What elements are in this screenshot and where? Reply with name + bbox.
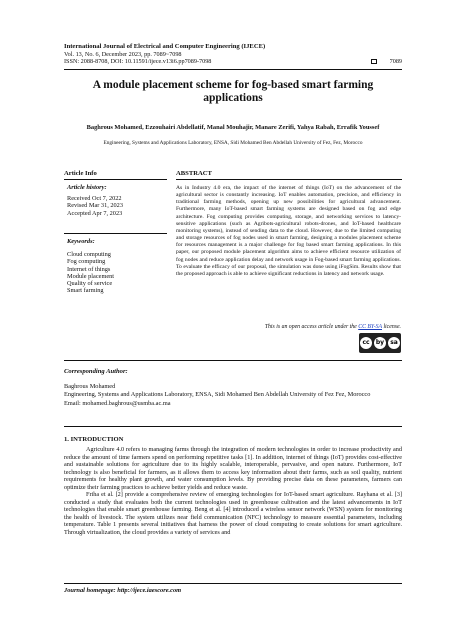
author-affiliation: Engineering, Systems and Applications Laboratory, ENSA, Sidi Mohamed Ben Abdellah University of Fez, Fez, Morocco	[103, 140, 363, 146]
corresponding-rule	[64, 426, 402, 427]
corresponding-author-block	[64, 383, 402, 408]
introduction-paragraph: Friha et al. [2] provide a comprehensive review of emerging technologies for IoT-based smart agriculture. Rayhana et al. [3] conducted a study that evaluates both the current technologies used in greenhouse cultivation and the latest advancements in IoT technologies that enable smart greenhouse farming. Beng et al. [4] introduced a wireless sensor network (WSN) system for monitoring the health of livestock. The system utilizes near field communication (NFC) technology to measure essential parameters, including temperature. Table 1 presents several initiatives that harness the power of cloud computing to create solutions for smart agriculture. Through virtualization, the cloud provides a variety of services and	[64, 491, 402, 537]
keyword-item: Fog computing	[67, 258, 106, 266]
keywords-list	[67, 251, 114, 295]
info-box-bottom-rule	[64, 360, 402, 361]
article-info-heading: Article Info	[64, 170, 97, 177]
introduction-paragraph: Agriculture 4.0 refers to managing farms through the integration of modern technologies in order to increase productivity and reduce the amount of time farmers spend on performing repetitive tasks [1]. In addition, internet of things (IoT) provides cost-effective and sustainable solutions for agriculture due to its highly scalable, interoperable, pervasive, and open nature. Furthermore, IoT technology is also beneficial for farmers, as it allows them to access key information about their farms, such as soil quality, nutrient requirements for healthy plant growth, and water consumption levels. By providing precise data on these parameters, farmers can optimize their farming practices to achieve better yields and reduce waste.	[64, 446, 402, 491]
abstract-rule	[176, 179, 402, 180]
by-icon: by	[374, 337, 386, 349]
cc-by-sa-badge	[359, 333, 401, 353]
corresponding-author-email: Email: mohamed.baghrous@usmba.ac.ma	[64, 399, 171, 407]
book-icon	[371, 59, 377, 64]
abstract-heading: ABSTRACT	[176, 170, 212, 177]
journal-header	[64, 43, 402, 65]
history-revised: Revised Mar 31, 2023	[67, 202, 123, 210]
footer-divider	[64, 583, 402, 584]
history-received: Received Oct 7, 2022	[67, 195, 122, 202]
journal-name: International Journal of Electrical and Computer Engineering (IJECE)	[64, 43, 266, 50]
page-number: 7089	[389, 58, 402, 65]
introduction-body	[64, 446, 402, 537]
keyword-item: Internet of things	[67, 265, 111, 273]
volume-line: Vol. 13, No. 6, December 2023, pp. 7089~7098	[64, 51, 182, 58]
license-link[interactable]: CC BY-SA	[358, 324, 382, 330]
history-list	[67, 195, 123, 217]
page-number-group	[371, 58, 402, 65]
author-list: Baghrous Mohamed, Ezzouhairi Abdellatif, Manal Mouhajir, Manare Zerifi, Yahya Rabah, Errafik Youssef	[86, 124, 380, 131]
keyword-item: Quality of service	[67, 280, 113, 288]
introduction-heading: 1. INTRODUCTION	[64, 436, 124, 443]
header-divider	[64, 69, 402, 70]
corresponding-author-name: Baghrous Mohamed	[64, 383, 116, 390]
license-note: This is an open access article under the CC BY-SA license.	[264, 324, 401, 330]
cc-icon: cc	[360, 337, 372, 349]
abstract-text: As in Industry 4.0 era, the impact of the internet of things (IoT) on the advancement of the agricultural sector is constantly increasing. IoT enables automation, precision, and efficiency in traditional farming methods, opening up new possibilities for agricultural advancement. Furthermore, many IoT-based smart farming systems are designed based on fog and edge architecture. Fog computing provides computing, storage, and networking services to latency-sensitive applications (such as Agribots-agricultural robots-drones, and IoT-based healthcare monitoring systems), instead of sending data to the cloud. However, due to the limited computing and storage resources of fog nodes used in smart farming, designing a modules placement scheme for resources management is a major challenge for fog based smart farming applications. In this paper, our proposed module placement algorithm aims to achieve efficient resource utilization of fog nodes and reduce application delay and network usage in Fog-based smart farming applications. To evaluate the efficacy of our proposal, the simulation was done using iFogSim. Results show that the proposed approach is able to achieve significant reductions in latency and network usage.	[176, 185, 401, 277]
keywords-rule	[64, 233, 167, 234]
keyword-item: Module placement	[67, 272, 115, 280]
keyword-item: Smart farming	[67, 287, 104, 295]
article-info-rule	[64, 179, 167, 180]
paper-title: A module placement scheme for fog-based smart farming applications	[92, 79, 374, 104]
keywords-label: Keywords:	[67, 238, 95, 245]
corresponding-author-label: Corresponding Author:	[64, 368, 128, 375]
keyword-item: Cloud computing	[67, 251, 111, 258]
sa-icon: sa	[388, 337, 400, 349]
issn-line: ISSN: 2088-8708, DOI: 10.11591/ijece.v13i6.pp7089-7098	[64, 58, 212, 66]
history-label: Article history:	[67, 184, 107, 191]
journal-homepage: Journal homepage: http://ijece.iaescore.com	[64, 587, 182, 594]
history-accepted: Accepted Apr 7, 2023	[67, 209, 123, 217]
corresponding-author-affiliation: Engineering, Systems and Applications Laboratory, ENSA, Sidi Mohamed Ben Abdellah University of Fez Fez, Morocco	[64, 391, 371, 399]
